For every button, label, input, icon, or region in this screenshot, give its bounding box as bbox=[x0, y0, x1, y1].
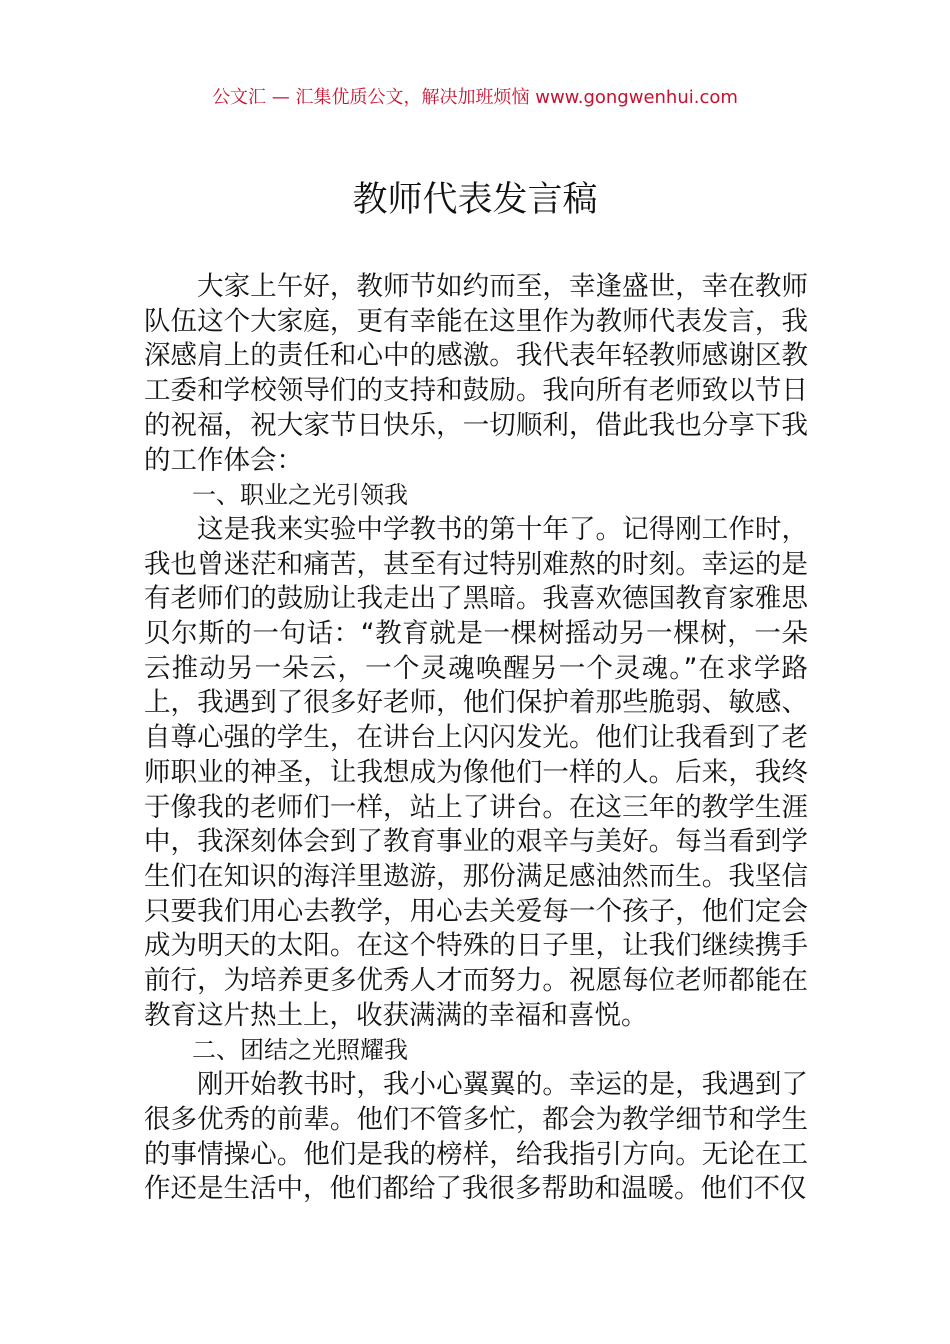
paragraph-section-2: 刚开始教书时，我小心翼翼的。幸运的是，我遇到了很多优秀的前辈。他们不管多忙，都会为教学细节和学生的事情操心。他们是我的榜样，给我指引方向。无论在工作还是生活中，他们都给了我很多帮助和温暖。他们不仅 bbox=[144, 1069, 808, 1205]
section-heading-1: 一、职业之光引领我 bbox=[192, 481, 408, 510]
section-heading-2: 二、团结之光照耀我 bbox=[192, 1036, 408, 1065]
document-title: 教师代表发言稿 bbox=[352, 180, 598, 220]
paragraph-section-1: 这是我来实验中学教书的第十年了。记得刚工作时，我也曾迷茫和痛苦，甚至有过特别难熬的时刻。幸运的是有老师们的鼓励让我走出了黑暗。我喜欢德国教育家雅思贝尔斯的一句话：“教育就是一棵树摇动另一棵树，一朵云推动另一朵云，一个灵魂唤醒另一个灵魂。”在求学路上，我遇到了很多好老师，他们保护着那些脆弱、敏感、自尊心强的学生，在讲台上闪闪发光。他们让我看到了老师职业的神圣，让我想成为像他们一样的人。后来，我终于像我的老师们一样，站上了讲台。在这三年的教学生涯中，我深刻体会到了教育事业的艰辛与美好。每当看到学生们在知识的海洋里遨游，那份满足感油然而生。我坚信只要我们用心去教学，用心去关爱每一个孩子，他们定会成为明天的太阳。在这个特殊的日子里，让我们继续携手前行，为培养更多优秀人才而努力。祝愿每位老师都能在教育这片热土上，收获满满的幸福和喜悦。 bbox=[144, 513, 808, 1031]
site-banner: 公文汇 — 汇集优质公文，解决加班烦恼 www.gongwenhui.com bbox=[212, 87, 738, 108]
paragraph-intro: 大家上午好，教师节如约而至，幸逢盛世，幸在教师队伍这个大家庭，更有幸能在这里作为教师代表发言，我深感肩上的责任和心中的感激。我代表年轻教师感谢区教工委和学校领导们的支持和鼓励。我向所有老师致以节日的祝福，祝大家节日快乐，一切顺利，借此我也分享下我的工作体会： bbox=[144, 271, 808, 476]
document-body bbox=[144, 270, 808, 1207]
